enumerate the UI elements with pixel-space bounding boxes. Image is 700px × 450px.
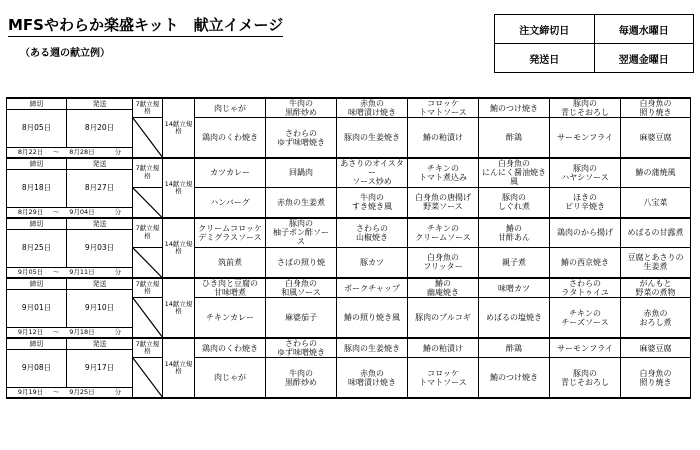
week-block [7,158,691,218]
menu-item-line: デミグラスソース [198,232,262,242]
menu-item-line: 牛肉の [289,99,313,108]
menu-item-line: 回鍋肉 [289,168,313,178]
period-unit: 分 [114,207,122,216]
menu-item-line: ゆず味噌焼き [277,348,325,358]
menu-item [266,247,337,278]
menu-item-line: 甘味噌煮 [214,288,246,298]
spec-7-label: 7献立規格 [133,158,163,187]
menu-item [266,298,337,338]
menu-item [195,247,266,278]
menu-item [266,218,337,247]
menu-item-line: 豚肉の [289,219,313,228]
week-block [7,278,691,338]
deadline-date: 8月25日 [7,230,67,268]
week-block [7,218,691,278]
menu-item-line: 風 [510,177,518,187]
menu-item-line: 豚肉の [502,193,526,203]
menu-item-line: チキンカレー [206,313,254,323]
menu-item-line: 豚肉の [573,368,597,378]
menu-item-line: 照り焼き [639,377,672,387]
menu-item [550,358,621,398]
spec-14-label: 14献立規格 [163,338,195,398]
menu-item-line: 筑前煮 [218,257,242,267]
menu-item-line: チキンの [427,223,459,233]
menu-item-line: チキンの [569,308,601,318]
diagonal-line [133,298,162,337]
ship-date: 9月10日 [67,290,133,328]
spec-14-label: 14献立規格 [163,98,195,158]
menu-item-line: にんにく醤油焼き [482,168,546,178]
menu-item-line: 鰆の [435,279,451,288]
menu-item [337,358,408,398]
menu-item-line: 青じそおろし [561,108,609,118]
deadline-header: 締切 [7,158,67,170]
menu-item [479,358,550,398]
week-block [7,98,691,158]
menu-schedule-table [6,97,691,399]
menu-item [337,247,408,278]
menu-item [621,187,691,218]
menu-item [621,278,691,298]
menu-item-line: ラタトゥイユ [561,288,609,298]
menu-item [550,338,621,358]
period-end: 9月04日 [69,207,95,216]
menu-item-line: 黒酢炒め [285,108,317,118]
week-header-row [7,278,691,290]
menu-item [479,118,550,158]
menu-item-line: サーモンフライ [557,133,613,143]
menu-item-line: さわらの [356,223,388,233]
deadline-header: 締切 [7,98,67,110]
menu-item-line: ソース炒め [352,177,392,187]
spec-7-label: 7献立規格 [133,278,163,298]
menu-item-line: ハンバーグ [210,197,250,207]
menu-item-line: あさりのオイスター [340,159,404,178]
menu-item-line: 親子煮 [502,257,526,267]
menu-item-line: 白身魚の [285,279,317,288]
diagonal-line [133,248,162,277]
menu-item [195,158,266,187]
menu-item-line: 味噌漬け焼き [348,377,396,387]
menu-item [266,118,337,158]
empty-diagonal-cell [133,358,163,398]
ship-date: 8月27日 [67,170,133,208]
menu-item-line: 白身魚の [639,368,672,378]
menu-item [621,247,691,278]
ship-header: 発送 [67,218,133,230]
menu-item [195,358,266,398]
menu-item [550,247,621,278]
menu-item [337,298,408,338]
deadline-header: 締切 [7,278,67,290]
menu-item [408,247,479,278]
menu-item [266,187,337,218]
menu-item-line: 青じそおろし [561,377,609,387]
menu-item-line: 肉じゃが [214,373,246,383]
menu-item-line: カツカレー [210,168,250,178]
menu-item-line: ハヤシソース [561,172,609,182]
empty-diagonal-cell [133,187,163,218]
menu-item [550,218,621,247]
menu-item-line: しぐれ煮 [498,202,530,212]
menu-item-line: 幽庵焼き [427,288,459,298]
delivery-period [7,388,133,399]
menu-item [408,118,479,158]
menu-item [337,278,408,298]
menu-item-line: 白身魚の [639,99,672,108]
period-end: 9月11日 [69,267,95,276]
menu-item-line: 鮪のつけ焼き [490,373,538,383]
menu-item-line: さわらの [569,279,601,288]
menu-item-line: さわらの [285,128,317,138]
deadline-date: 9月08日 [7,350,67,388]
page-subtitle: （ある週の献立例） [20,48,110,59]
menu-item-line: 豚カツ [360,257,384,267]
spec-7-label: 7献立規格 [133,218,163,247]
menu-item [266,278,337,298]
menu-item [550,278,621,298]
menu-item-line: 鶏肉のから揚げ [557,228,613,238]
week-header-row [7,218,691,230]
menu-item-line: 鰆の粕漬け [423,343,463,353]
menu-item-line: 豚肉の [573,99,597,108]
week-header-row [7,98,691,110]
menu-item [195,118,266,158]
period-end: 9月25日 [69,387,95,396]
menu-item-line: ひき肉と豆腐の [202,279,258,288]
menu-item-line: ス [297,237,305,247]
menu-item-line: 鰆の蒲焼風 [635,168,676,178]
menu-item-line: 麻婆茄子 [285,313,317,323]
delivery-period [7,328,133,339]
menu-item-line: チーズソース [561,317,609,327]
menu-item [195,187,266,218]
menu-item-line: さばの照り焼 [277,257,325,267]
menu-item [479,218,550,247]
deadline-date: 8月05日 [7,110,67,148]
menu-item [195,338,266,358]
menu-item-line: トマトソース [419,377,467,387]
week-header-row [7,338,691,350]
menu-item-line: 野菜の煮物 [635,288,676,298]
menu-item-line: 野菜ソース [423,202,463,212]
menu-item-line: クリームソース [415,232,471,242]
deadline-header: 締切 [7,218,67,230]
menu-item [337,158,408,187]
ship-date: 8月20日 [67,110,133,148]
menu-item-line: サーモンフライ [557,343,613,353]
menu-item-line: 鰆の [506,223,522,233]
info-row-ship [495,44,694,73]
menu-item [621,98,691,118]
menu-item-line: 黒酢炒め [285,377,317,387]
menu-item-line: トマトソース [419,108,467,118]
diagonal-line [133,188,162,217]
menu-item-line: フリッター [423,262,463,272]
menu-item [408,98,479,118]
period-start: 8月22日 [17,147,44,156]
menu-item-line: 鰆の照り焼き風 [344,313,400,323]
menu-item [621,298,691,338]
menu-item-line: 麻婆豆腐 [639,133,672,143]
menu-item-line: おろし煮 [639,317,672,327]
menu-item-line: 味噌カツ [498,283,530,293]
period-start: 9月05日 [17,267,44,276]
menu-item-line: めばるの塩焼き [486,313,542,323]
menu-item [408,278,479,298]
order-info-table [494,14,694,73]
period-separator: ～ [53,387,60,396]
ship-date: 9月17日 [67,350,133,388]
menu-item-line: チキンの [427,163,459,173]
menu-item-line: コロッケ [427,368,459,378]
menu-item [195,218,266,247]
period-unit: 分 [114,387,122,396]
menu-item [479,187,550,218]
spec-14-label: 14献立規格 [163,158,195,218]
deadline-date: 9月01日 [7,290,67,328]
menu-item-line: クリームコロッケ [198,223,262,233]
menu-item [550,298,621,338]
empty-diagonal-cell [133,298,163,338]
week-header-row [7,158,691,170]
menu-item-line: すき焼き風 [352,202,392,212]
week-block [7,338,691,398]
menu-item [621,358,691,398]
menu-item-line: 鰆の粕漬け [423,133,463,143]
menu-item-line: 鮪のつけ焼き [490,103,538,113]
menu-item [408,298,479,338]
menu-item [195,278,266,298]
menu-item-line: 赤魚の [360,368,384,378]
menu-item-line: 照り焼き [639,108,672,118]
period-separator: ～ [53,267,60,276]
period-separator: ～ [53,147,60,156]
menu-item [337,218,408,247]
menu-item-line: 赤魚の [360,99,384,108]
menu-item [408,187,479,218]
period-end: 9月18日 [69,327,95,336]
diagonal-line [133,358,162,397]
menu-item [550,98,621,118]
menu-item [266,158,337,187]
menu-item [408,338,479,358]
deadline-header: 締切 [7,338,67,350]
info-value: 翌週金曜日 [594,44,694,73]
menu-item [337,338,408,358]
spec-14-label: 14献立規格 [163,218,195,278]
menu-item-line: 赤魚の生姜煮 [277,197,325,207]
ship-header: 発送 [67,98,133,110]
period-unit: 分 [114,267,122,276]
menu-item-line: 豚肉の生姜焼き [344,133,400,143]
menu-item-line: さわらの [285,339,317,348]
info-row-deadline [495,15,694,44]
deadline-date: 8月18日 [7,170,67,208]
period-separator: ～ [53,327,60,336]
info-label: 発送日 [495,44,595,73]
menu-item-line: 牛肉の [360,193,384,203]
menu-item [337,118,408,158]
page-title: MFSやわらか楽盛キット 献立イメージ [8,14,283,37]
menu-item [337,187,408,218]
menu-item-line: 鰆の西京焼き [561,257,609,267]
spec-14-label: 14献立規格 [163,278,195,338]
menu-item-line: 酢鶏 [506,133,522,143]
menu-item [408,158,479,187]
empty-diagonal-cell [133,247,163,278]
menu-item-line: ゆず味噌焼き [277,137,325,147]
delivery-period [7,268,133,279]
menu-item [408,218,479,247]
menu-item-line: ポークチャップ [344,283,400,293]
period-end: 8月28日 [69,147,95,156]
menu-item [479,247,550,278]
ship-header: 発送 [67,338,133,350]
menu-item [408,358,479,398]
menu-item-line: 鶏肉のくわ焼き [202,343,258,353]
menu-item [479,278,550,298]
menu-item-line: 豚肉の生姜焼き [344,343,400,353]
menu-item-line: 白身魚の [427,253,459,263]
info-label: 注文締切日 [495,15,595,44]
menu-item [479,98,550,118]
menu-item-line: ほきの [573,193,597,203]
menu-item-line: 柚子ポン酢ソー [273,228,329,238]
menu-item [479,158,550,187]
period-start: 9月12日 [17,327,44,336]
menu-item [195,298,266,338]
period-unit: 分 [114,147,122,156]
delivery-period [7,148,133,159]
menu-item-line: トマト煮込み [419,172,467,182]
menu-item-line: 牛肉の [289,368,313,378]
menu-item-line: 白身魚の唐揚げ [415,193,471,203]
menu-item [550,187,621,218]
menu-item-line: ピリ辛焼き [565,202,605,212]
menu-item-line: 鶏肉のくわ焼き [202,133,258,143]
menu-item [621,118,691,158]
spec-7-label: 7献立規格 [133,338,163,358]
menu-item-line: 赤魚の [643,308,668,318]
period-unit: 分 [114,327,122,336]
menu-item [479,338,550,358]
ship-header: 発送 [67,278,133,290]
menu-item [195,98,266,118]
menu-item [266,358,337,398]
menu-item-line: 和風ソース [281,288,321,298]
diagonal-line [133,118,162,157]
empty-diagonal-cell [133,118,163,158]
period-start: 8月29日 [17,207,44,216]
menu-item-line: 白身魚の [498,159,530,168]
menu-item-line: 山椒焼き [356,232,388,242]
menu-item-line: 八宝菜 [643,197,668,207]
menu-item [550,158,621,187]
menu-item-line: 酢鶏 [506,343,522,353]
menu-item [337,98,408,118]
menu-item-line: 豚肉のプルコギ [415,313,471,323]
menu-item-line: 肉じゃが [214,103,246,113]
menu-item-line: がんもと [639,279,672,288]
menu-item [550,118,621,158]
menu-item-line: 味噌漬け焼き [348,108,396,118]
menu-item-line: コロッケ [427,99,459,108]
spec-7-label: 7献立規格 [133,98,163,118]
menu-item-line: 麻婆豆腐 [639,343,672,353]
period-separator: ～ [53,207,60,216]
menu-item [479,298,550,338]
menu-item-line: 生姜煮 [643,262,668,272]
menu-item-line: めばるの甘露煮 [627,228,684,238]
menu-item-line: 甘酢あん [498,232,530,242]
info-value: 毎週水曜日 [594,15,694,44]
menu-item-line: 豆腐とあさりの [627,253,684,263]
menu-item [266,98,337,118]
ship-header: 発送 [67,158,133,170]
menu-item [621,218,691,247]
delivery-period [7,208,133,219]
menu-item [621,158,691,187]
menu-item-line: 豚肉の [573,163,597,173]
menu-item [621,338,691,358]
period-start: 9月19日 [17,387,44,396]
menu-item [266,338,337,358]
ship-date: 9月03日 [67,230,133,268]
